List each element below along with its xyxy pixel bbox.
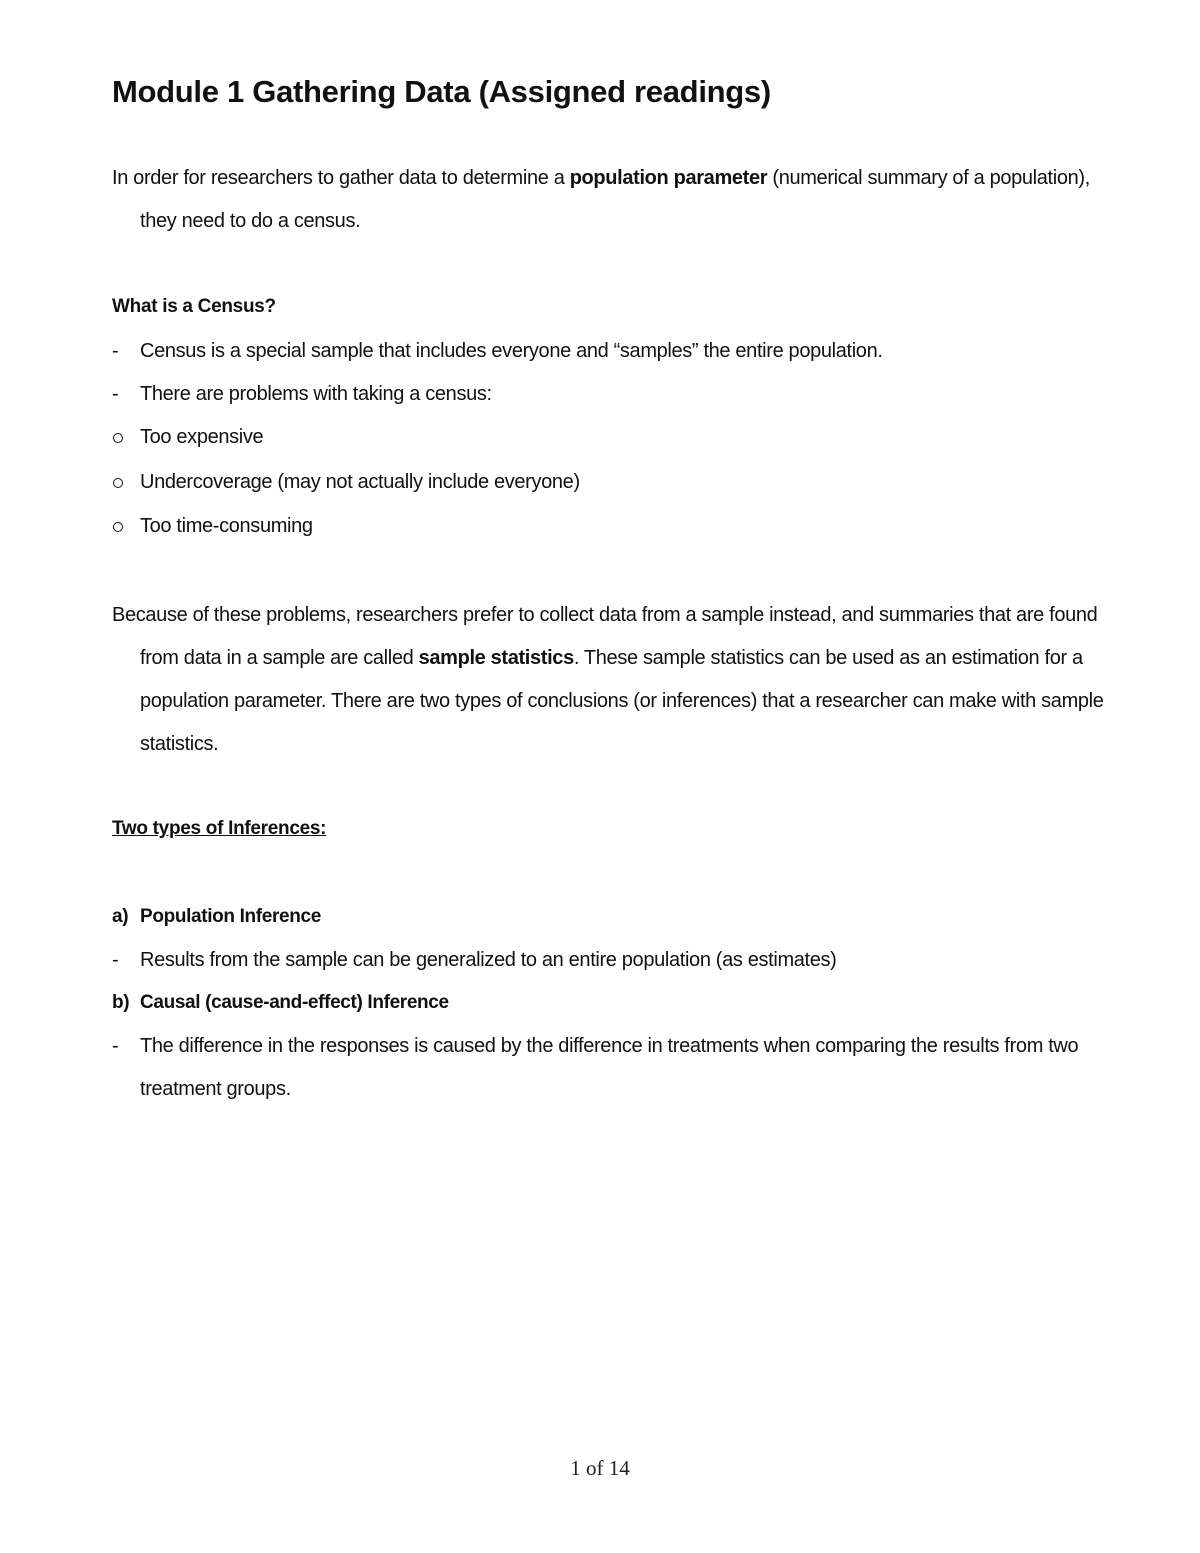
because-text-after: . These sample statistics can be used as an estimation for a population parameter. There are two types of conclusions (or inferences) that a researcher can make with sample statistics.: [140, 647, 1104, 755]
inference-b-detail: The difference in the responses is caused by the difference in treatments when comparing the results from two treatment groups.: [140, 1035, 1079, 1100]
document-title: Module 1 Gathering Data (Assigned readings): [112, 74, 771, 109]
circle-bullet-icon-wrap: [112, 461, 140, 504]
because-text-before: Because of these problems, researchers prefer to collect data from a sample instead, and summaries that are found from data in a sample are called: [112, 604, 1098, 669]
inference-a-detail: Results from the sample can be generalized to an entire population (as estimates): [140, 949, 837, 971]
census-circle-text-3: Too time-consuming: [140, 515, 313, 537]
circle-bullet-icon: [113, 478, 123, 488]
census-heading: What is a Census?: [112, 296, 276, 317]
because-bold-term: sample statistics: [418, 647, 574, 669]
inferences-heading: Two types of Inferences:: [112, 818, 327, 839]
circle-bullet-icon-wrap: [112, 416, 140, 459]
intro-paragraph: [112, 157, 1130, 243]
census-dash-text-2: There are problems with taking a census:: [140, 383, 492, 405]
dash-marker: -: [112, 949, 119, 971]
inference-a-title: Population Inference: [140, 906, 321, 927]
intro-bold-term: population parameter: [569, 167, 768, 189]
inference-b-title: Causal (cause-and-effect) Inference: [140, 992, 449, 1013]
inference-a-label: a): [112, 906, 129, 927]
census-circle-text-1: Too expensive: [140, 426, 264, 448]
intro-text-before: In order for researchers to gather data to determine a: [112, 167, 570, 189]
because-paragraph: [112, 594, 1130, 766]
inference-b-label: b): [112, 992, 130, 1013]
intro-text-after: (numerical summary of a population), they need to do a census.: [140, 167, 1090, 232]
dash-marker: -: [112, 340, 119, 362]
census-circle-text-2: Undercoverage (may not actually include everyone): [140, 471, 580, 493]
circle-bullet-icon: [113, 522, 123, 532]
page-number: 1 of 14: [570, 1456, 630, 1480]
census-dash-text-1: Census is a special sample that includes everyone and “samples” the entire population.: [140, 340, 883, 362]
dash-marker: -: [112, 1035, 119, 1057]
circle-bullet-icon: [113, 433, 123, 443]
dash-marker: -: [112, 383, 119, 405]
circle-bullet-icon-wrap: [112, 505, 140, 548]
